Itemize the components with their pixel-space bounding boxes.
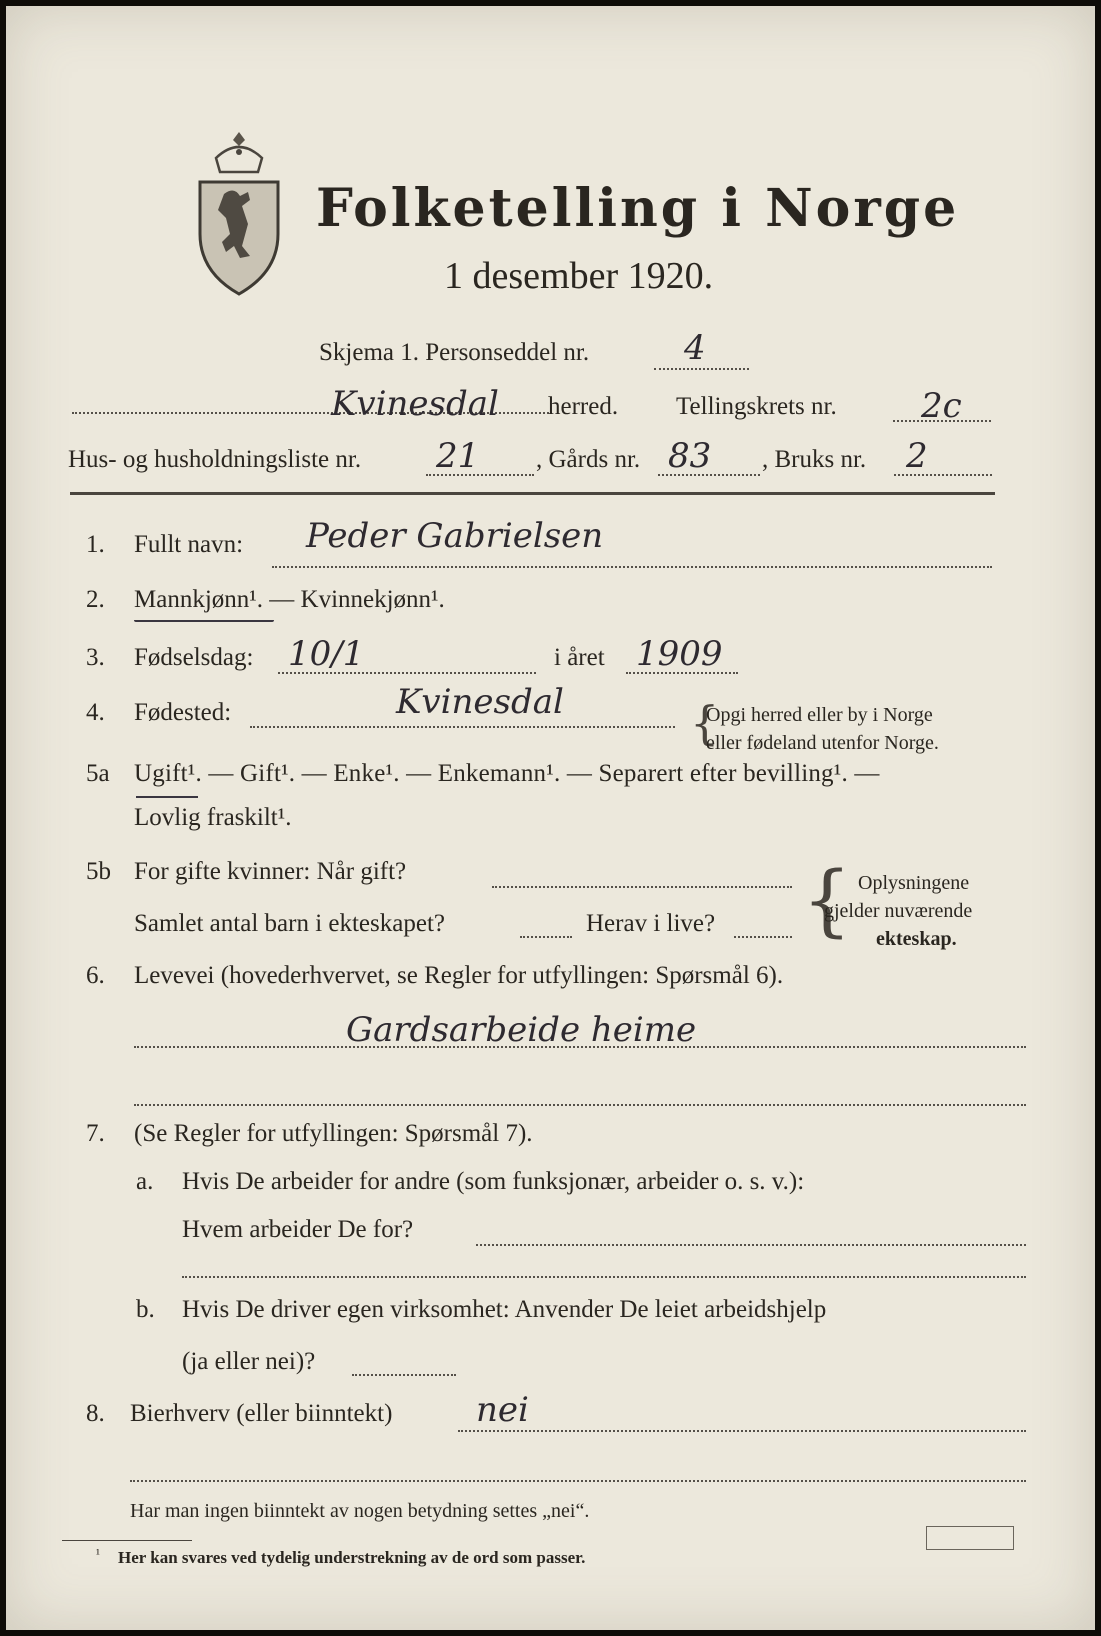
q3-year-label: i året bbox=[554, 644, 605, 671]
q6-line1 bbox=[134, 1046, 1026, 1048]
side-income-value: nei bbox=[476, 1390, 529, 1430]
gards-label: , Gårds nr. bbox=[536, 446, 641, 473]
q8-line2 bbox=[130, 1480, 1026, 1482]
q2-underline-mark bbox=[134, 620, 274, 622]
q5b-alive-line bbox=[734, 936, 792, 938]
q7a-line2 bbox=[182, 1276, 1026, 1278]
birth-year-value: 1909 bbox=[636, 634, 723, 674]
bruks-nr: 2 bbox=[906, 436, 928, 476]
q8-label: Bierhverv (eller biinntekt) bbox=[130, 1400, 393, 1427]
schema-label: Skjema 1. Personseddel nr. bbox=[319, 339, 590, 366]
coat-of-arms-icon bbox=[194, 128, 284, 298]
hus-nr: 21 bbox=[436, 436, 480, 476]
q4-note-line2: eller fødeland utenfor Norge. bbox=[706, 732, 939, 754]
q7-label: (Se Regler for utfyllingen: Spørsmål 7). bbox=[134, 1120, 533, 1147]
no-income-note: Har man ingen biinntekt av nogen betydning settes „nei“. bbox=[130, 1500, 590, 1522]
tellingskrets-nr: 2c bbox=[921, 386, 962, 426]
q6-number: 6. bbox=[86, 962, 105, 989]
q7b-number: b. bbox=[136, 1296, 155, 1323]
form-title: Folketelling i Norge bbox=[316, 178, 960, 239]
q7-number: 7. bbox=[86, 1120, 105, 1147]
q6-line2 bbox=[134, 1104, 1026, 1106]
q5a-number: 5a bbox=[86, 760, 110, 787]
q8-line1 bbox=[458, 1430, 1026, 1432]
full-name-value: Peder Gabrielsen bbox=[306, 516, 604, 556]
q1-label: Fullt navn: bbox=[134, 531, 244, 558]
q5b-number: 5b bbox=[86, 858, 111, 885]
printer-stamp bbox=[926, 1526, 1014, 1550]
q4-line bbox=[250, 726, 675, 728]
q7a-line1 bbox=[476, 1244, 1026, 1246]
q5b-when-married-label: For gifte kvinner: Når gift? bbox=[134, 858, 407, 885]
q4-note-line1: Opgi herred eller by i Norge bbox=[706, 704, 933, 726]
q4-number: 4. bbox=[86, 699, 105, 726]
q7b-question-line1: Hvis De driver egen virksomhet: Anvender De leiet arbeidshjelp bbox=[182, 1296, 827, 1323]
q5b-note-line2: gjelder nuværende bbox=[824, 900, 973, 922]
q7b-question-line2: (ja eller nei)? bbox=[182, 1348, 316, 1375]
personseddel-line bbox=[654, 368, 749, 370]
footnote-text: Her kan svares ved tydelig understrekning av de ord som passer. bbox=[118, 1548, 586, 1567]
q7b-line bbox=[352, 1374, 456, 1376]
footnote-rule bbox=[62, 1540, 192, 1541]
herred-value: Kvinesdal bbox=[331, 384, 499, 424]
gards-nr: 83 bbox=[668, 436, 712, 476]
q5b-brace: { bbox=[802, 856, 852, 946]
q4-label: Fødested: bbox=[134, 699, 232, 726]
q5a-options-line2: Lovlig fraskilt¹. bbox=[134, 804, 292, 831]
q7a-question-line1: Hvis De arbeider for andre (som funksjonær, arbeider o. s. v.): bbox=[182, 1168, 805, 1195]
birth-day-value: 10/1 bbox=[288, 634, 365, 674]
birthplace-value: Kvinesdal bbox=[396, 682, 564, 722]
q6-label: Levevei (hovederhvervet, se Regler for utfyllingen: Spørsmål 6). bbox=[134, 962, 784, 989]
personseddel-nr: 4 bbox=[684, 328, 706, 368]
q5b-note-line1: Oplysningene bbox=[858, 872, 970, 894]
occupation-value: Gardsarbeide heime bbox=[346, 1010, 697, 1050]
footnote-mark: ¹ bbox=[96, 1546, 100, 1561]
q8-number: 8. bbox=[86, 1400, 105, 1427]
q5b-children-label: Samlet antal barn i ekteskapet? bbox=[134, 910, 445, 937]
q3-label: Fødselsdag: bbox=[134, 644, 254, 671]
tellingskrets-label: Tellingskrets nr. bbox=[676, 393, 837, 420]
q5b-alive-label: Herav i live? bbox=[586, 910, 716, 937]
q5a-options-line1: Ugift¹. — Gift¹. — Enke¹. — Enkemann¹. — Separert efter bevilling¹. — bbox=[134, 760, 880, 787]
q7a-question-line2: Hvem arbeider De for? bbox=[182, 1216, 414, 1243]
census-date: 1 desember 1920. bbox=[444, 255, 714, 297]
hus-label: Hus- og husholdningsliste nr. bbox=[68, 446, 362, 473]
q5b-when-married-line bbox=[492, 886, 792, 888]
q4-brace: { bbox=[690, 696, 720, 750]
q7a-number: a. bbox=[136, 1168, 154, 1195]
q2-number: 2. bbox=[86, 586, 105, 613]
header-divider bbox=[70, 492, 995, 495]
bruks-label: , Bruks nr. bbox=[762, 446, 867, 473]
q5b-note-line3: ekteskap. bbox=[876, 928, 957, 950]
q3-number: 3. bbox=[86, 644, 105, 671]
herred-label: herred. bbox=[548, 393, 619, 420]
q5a-underline-mark bbox=[136, 796, 198, 798]
q1-number: 1. bbox=[86, 531, 105, 558]
census-form bbox=[6, 6, 1095, 1630]
q5b-children-line bbox=[520, 936, 572, 938]
q1-line bbox=[272, 566, 992, 568]
q2-options: Mannkjønn¹. — Kvinnekjønn¹. bbox=[134, 586, 445, 613]
